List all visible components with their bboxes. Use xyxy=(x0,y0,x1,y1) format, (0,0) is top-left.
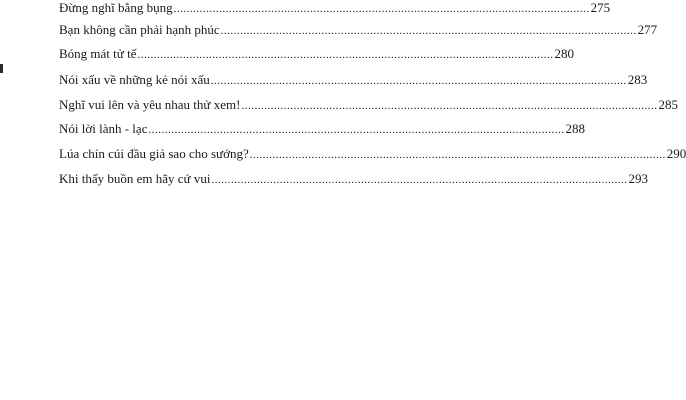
dot-leader: ................................................................................................................................ xyxy=(211,174,628,186)
toc-entry-page: 283 xyxy=(627,72,648,87)
toc-entry xyxy=(59,170,648,188)
toc-entry-title: Bóng mát tử tế xyxy=(59,46,137,61)
toc-entry-page: 280 xyxy=(554,46,574,61)
toc-entry-page: 288 xyxy=(565,121,585,136)
toc-entry xyxy=(59,96,678,114)
toc-entry xyxy=(59,21,658,39)
dot-leader: ................................................................................................................................ xyxy=(210,75,627,87)
toc-entry-page: 290 xyxy=(666,146,686,161)
toc-entry-title: Nói lời lành - lạc xyxy=(59,121,148,136)
toc-entry-title: Nghĩ vui lên và yêu nhau thử xem! xyxy=(59,97,241,112)
toc-entry-page: 275 xyxy=(590,0,611,15)
toc-entry-title: Lúa chín cúi đầu giả sao cho sướng? xyxy=(59,146,249,161)
toc-entry xyxy=(59,145,686,163)
dot-leader: ................................................................................................................................ xyxy=(137,49,554,61)
dot-leader: ................................................................................................................................ xyxy=(173,3,590,15)
dot-leader: ................................................................................................................................ xyxy=(148,124,565,136)
toc-entry-page: 293 xyxy=(628,171,648,186)
toc-entry xyxy=(59,71,648,89)
toc-entry-page: 285 xyxy=(658,97,678,112)
toc-entry xyxy=(59,120,585,138)
toc-entry-title: Đừng nghĩ bằng bụng xyxy=(59,0,173,15)
toc-entry xyxy=(59,0,611,17)
toc-entry-title: Khi thấy buồn em hãy cứ vui xyxy=(59,171,211,186)
dot-leader: ................................................................................................................................ xyxy=(249,149,666,161)
toc-entry-title: Nói xấu về những kẻ nói xấu xyxy=(59,72,210,87)
toc-entry-page: 277 xyxy=(637,22,658,37)
toc-entry xyxy=(59,45,574,63)
dot-leader: ................................................................................................................................ xyxy=(241,100,658,112)
page-edge-mark xyxy=(0,64,3,73)
toc-entry-title: Bạn không cần phải hạnh phúc xyxy=(59,22,220,37)
dot-leader: ................................................................................................................................ xyxy=(220,25,637,37)
